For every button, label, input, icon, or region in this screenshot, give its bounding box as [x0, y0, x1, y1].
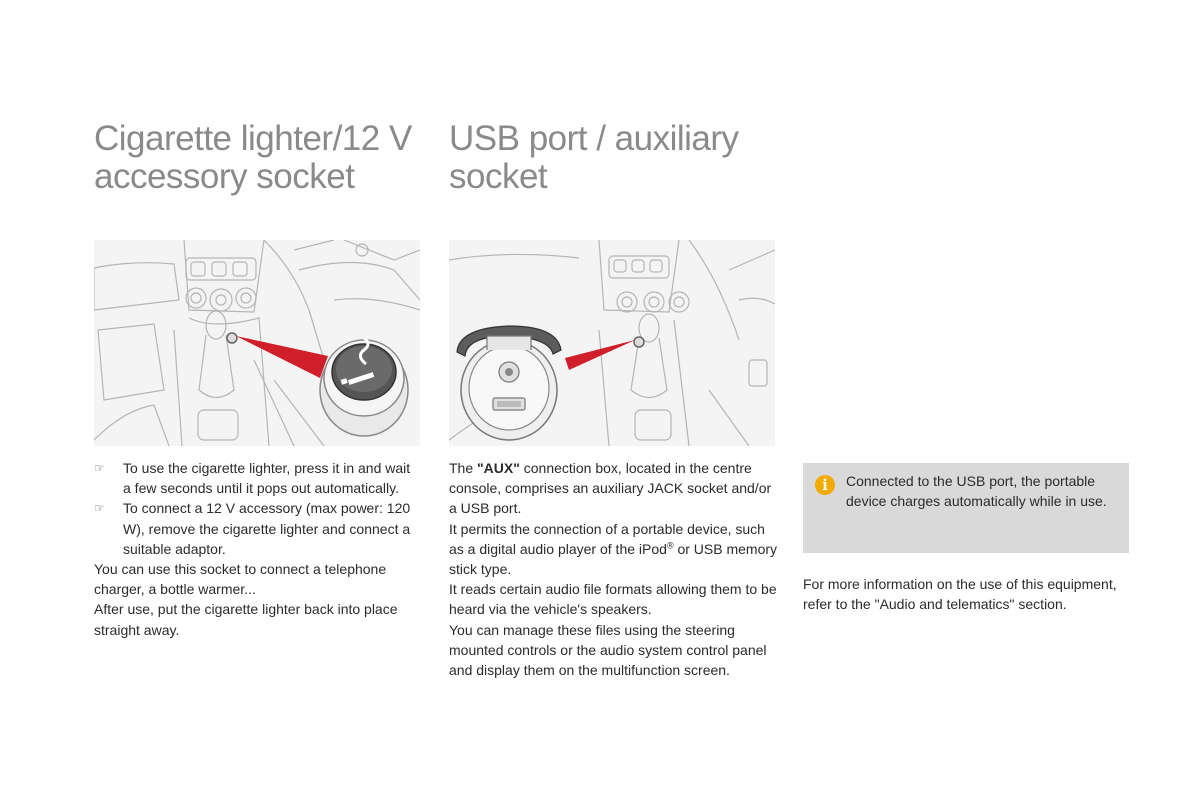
title-line: USB port / auxiliary	[449, 119, 739, 158]
paragraph: You can use this socket to connect a telephone charger, a bottle warmer...	[94, 561, 387, 598]
paragraph: You can manage these files using the steering mounted controls or the audio system control panel and display them on the multifunction screen.	[449, 621, 767, 679]
info-icon: i	[815, 475, 835, 495]
cigarette-lighter-instructions	[94, 458, 419, 640]
pointing-hand-icon: ☞	[94, 461, 105, 475]
text-run: connection box, located in the centre console, comprises an auxiliary JACK socket and/or a USB port.	[449, 460, 772, 517]
title-line: accessory socket	[94, 157, 355, 196]
list-item	[94, 458, 419, 498]
pointing-hand-icon: ☞	[94, 501, 105, 516]
title-line: Cigarette lighter/12 V	[94, 119, 412, 158]
bullet-text: To connect a 12 V accessory (max power: 120 W), remove the cigarette lighter and connect a suitable adaptor.	[123, 500, 411, 557]
paragraph: After use, put the cigarette lighter back into place straight away.	[94, 601, 398, 638]
cigarette-lighter-illustration	[94, 240, 420, 446]
text-run: The	[449, 460, 478, 476]
usb-aux-illustration	[449, 240, 775, 446]
more-information-text	[803, 574, 1129, 614]
cigarette-lighter-title	[94, 120, 444, 196]
usb-port-description	[449, 458, 779, 680]
note-text: Connected to the USB port, the portable device charges automatically while in use.	[846, 473, 1107, 510]
text-run: It permits the connection of a portable device, such as a digital audio player of the iPod	[449, 520, 765, 557]
registered-mark: ®	[666, 540, 674, 551]
paragraph	[449, 458, 779, 519]
aux-label: "AUX"	[477, 460, 520, 476]
bullet-text: To use the cigarette lighter, press it in and wait a few seconds until it pops out automatically.	[123, 460, 411, 497]
text-run: or USB memory stick type.	[449, 540, 778, 578]
title-line: socket	[449, 157, 548, 196]
paragraph: It reads certain audio file formats allowing them to be heard via the vehicle's speakers.	[449, 581, 777, 618]
usb-port-title	[449, 120, 789, 196]
paragraph: For more information on the use of this equipment, refer to the "Audio and telematics" section.	[803, 576, 1117, 613]
list-item	[94, 498, 419, 559]
paragraph	[449, 519, 779, 580]
note-box	[803, 463, 1129, 553]
